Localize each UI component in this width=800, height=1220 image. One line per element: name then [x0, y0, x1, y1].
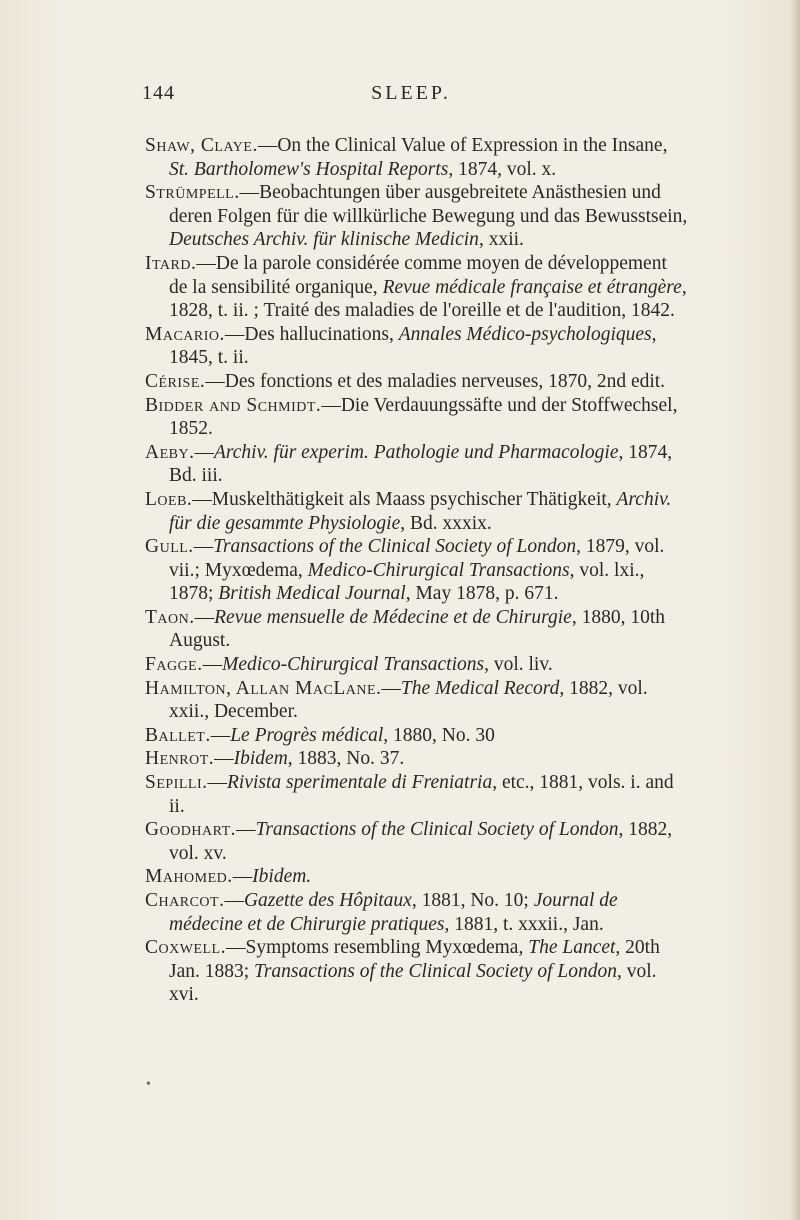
entry-text: , vol. liv.	[484, 654, 553, 676]
entry-title-italic: Archiv. für experim. Pathologie und Pharmacologie	[213, 441, 619, 463]
entry-text: —	[214, 748, 234, 770]
entry-author: Henrot.	[145, 748, 215, 770]
entry-text: —	[232, 866, 253, 888]
entry-author: Coxwell.	[145, 937, 226, 959]
bibliography-entry	[145, 323, 690, 370]
entry-author: Strümpell.	[145, 182, 240, 204]
entry-title-italic: Revue mensuelle de Médecine et de Chirurgie	[214, 606, 572, 628]
entry-author: Shaw, Claye.	[145, 135, 258, 156]
entry-text: , Bd. xxxix.	[400, 512, 492, 534]
bibliography-entry	[145, 771, 690, 818]
entry-text: , etc., 1881, vols. i. and ii.	[169, 772, 674, 817]
entry-author: Macario.	[145, 323, 225, 345]
entry-author: Charcot.	[145, 890, 225, 911]
entry-author: Sepilli.	[145, 772, 208, 794]
entry-title-italic: Deutsches Archiv. für klinische Medicin	[169, 229, 479, 251]
running-title: SLEEP.	[371, 82, 451, 104]
entry-text: , vol. xvi.	[169, 960, 657, 1006]
bibliography-entry	[145, 865, 690, 889]
entry-text: —	[224, 890, 244, 911]
entry-title-italic: Transactions of the Clinical Society of London	[254, 960, 617, 982]
entry-text: , 1882, vol. xv.	[169, 819, 673, 864]
entry-title-italic: Ibidem.	[252, 866, 312, 888]
bibliography-entry	[145, 653, 690, 677]
margin-mark: •	[146, 1077, 151, 1092]
entry-author: Mahomed.	[145, 866, 233, 888]
entry-author: Taon.	[145, 606, 195, 628]
page-header	[142, 82, 680, 114]
page-edge-shadow	[790, 0, 800, 1220]
bibliography-entry	[145, 889, 690, 936]
entry-text: , 1874, vol. x.	[448, 158, 557, 180]
bibliography-entry	[145, 441, 690, 488]
entry-text: —Symptoms resembling Myxœdema,	[225, 937, 529, 959]
entry-title-italic: Revue médicale française et étrangère	[382, 276, 682, 298]
entry-text: —Die Verdauungssäfte und der Stoffwechsel, 1852.	[169, 394, 678, 440]
entry-text: —De la parole considérée comme moyen de développement de la sensibilité organique,	[169, 252, 667, 298]
entry-author: Loeb.	[145, 488, 193, 510]
entry-text: , vol. lxi., 1878;	[169, 559, 645, 605]
entry-text: —Beobachtungen über ausgebreitete Anästhesien und deren Folgen für die willkürliche Bewegung und das Bewusstsein,	[169, 182, 688, 227]
bibliography-entry	[145, 936, 690, 1007]
entry-author: Cérise.	[145, 370, 206, 392]
entry-text: , 1883, No. 37.	[287, 748, 405, 770]
entry-text: —	[194, 441, 214, 463]
entry-title-italic: Ibidem	[233, 748, 288, 770]
entry-title-italic: Annales Médico-psychologiques	[398, 323, 652, 345]
entry-author: Ballet.	[145, 724, 211, 746]
entry-text: , 20th Jan. 1883;	[169, 937, 660, 982]
entry-title-italic: Rivista sperimentale di Freniatria	[227, 772, 493, 794]
entry-text: —	[207, 772, 227, 794]
bibliography-entry	[145, 677, 690, 724]
entry-title-italic: Le Progrès médical	[230, 724, 384, 746]
entry-author: Fagge.	[145, 654, 203, 676]
entry-title-italic: St. Bartholomew's Hospital Reports	[169, 158, 449, 180]
entry-title-italic: Medico-Chirurgical Transactions	[222, 654, 485, 676]
bibliography-entry	[145, 818, 690, 865]
bibliography-list	[145, 134, 690, 1007]
entry-title-italic: The Medical Record	[400, 677, 560, 699]
entry-text: —	[193, 536, 214, 558]
bibliography-entry	[145, 747, 690, 771]
entry-author: Hamilton, Allan MacLane.	[145, 677, 382, 699]
entry-text: —	[236, 819, 256, 841]
entry-text: —Muskelthätigkeit als Maass psychischer Thätigkeit,	[192, 488, 617, 510]
entry-text: , 1880, 10th August.	[169, 606, 666, 652]
entry-author: Bidder and Schmidt.	[145, 394, 322, 416]
entry-text: , xxii.	[478, 229, 524, 251]
entry-author: Aeby.	[145, 441, 195, 463]
entry-text: , 1828, t. ii. ; Traité des maladies de l'oreille et de l'audition, 1842.	[169, 276, 687, 322]
bibliography-entry	[145, 394, 690, 441]
bibliography-entry	[145, 252, 690, 323]
entry-author: Gull.	[145, 536, 194, 558]
entry-text: , May 1878, p. 671.	[405, 583, 559, 605]
bibliography-entry	[145, 134, 690, 181]
entry-title-italic: Transactions of the Clinical Society of London	[213, 536, 577, 558]
page-number: 144	[142, 82, 175, 104]
entry-author: Goodhart.	[145, 819, 237, 841]
entry-text: —	[202, 654, 223, 676]
entry-author: Itard.	[145, 252, 197, 274]
entry-text: , 1880, No. 30	[383, 724, 495, 746]
entry-text: —On the Clinical Value of Expression in the Insane,	[257, 135, 668, 156]
entry-text: , 1845, t. ii.	[169, 323, 657, 369]
entry-title-italic: The Lancet	[528, 937, 616, 959]
entry-text: —Des fonctions et des maladies nerveuses, 1870, 2nd edit.	[205, 370, 666, 392]
entry-title-italic: British Medical Journal	[218, 583, 406, 605]
entry-title-italic: Gazette des Hôpitaux	[243, 890, 412, 911]
entry-title-italic: Medico-Chirurgical Transactions	[307, 559, 570, 581]
entry-text: , 1881, t. xxxii., Jan.	[444, 913, 604, 935]
bibliography-entry	[145, 606, 690, 653]
bibliography-entry	[145, 724, 690, 748]
entry-text: , 1882, vol. xxii., December.	[169, 677, 648, 723]
entry-title-italic: Journal de médecine et de Chirurgie pratiques	[169, 890, 618, 935]
entry-text: —	[194, 606, 215, 628]
entry-text: , 1881, No. 10;	[411, 890, 534, 911]
bibliography-entry	[145, 535, 690, 606]
entry-text: —Des hallucinations,	[224, 323, 399, 345]
bibliography-entry	[145, 370, 690, 394]
bibliography-entry	[145, 181, 690, 252]
bibliography-entry	[145, 488, 690, 535]
entry-text: —	[210, 724, 231, 746]
entry-text: —	[381, 677, 401, 699]
entry-title-italic: Archiv. für die gesammte Physiologie	[169, 488, 672, 534]
entry-text: , 1874, Bd. iii.	[169, 441, 673, 487]
entry-text: , 1879, vol. vii.; Myxœdema,	[169, 536, 665, 581]
entry-title-italic: Transactions of the Clinical Society of London	[255, 819, 619, 841]
